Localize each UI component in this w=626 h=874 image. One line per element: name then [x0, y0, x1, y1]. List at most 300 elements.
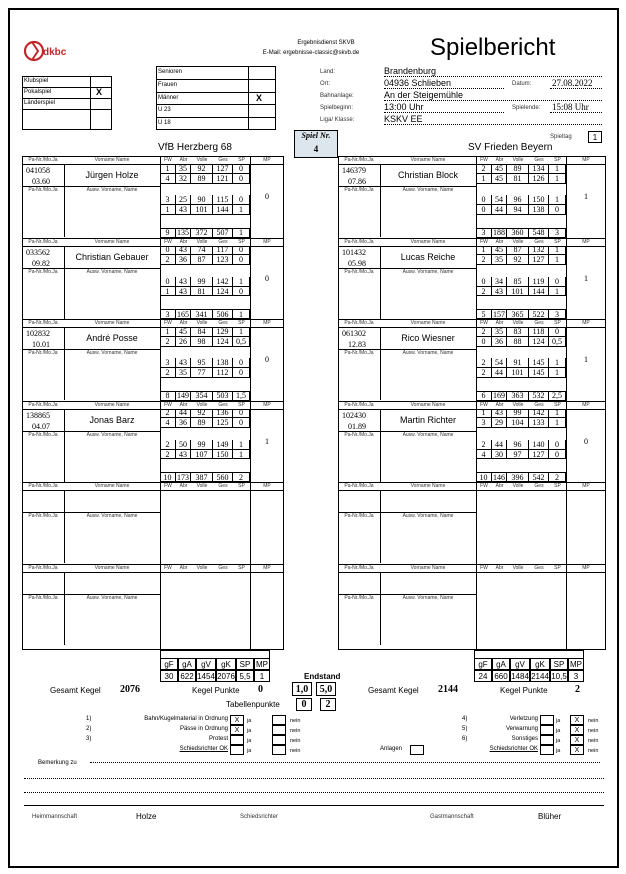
- check-ja-box: X: [230, 725, 244, 735]
- home-lane-value: 92: [191, 164, 213, 174]
- home-sign-label: Heimmannschaft: [32, 814, 78, 820]
- totals-frame: [474, 650, 584, 658]
- away-col-header: SP: [554, 401, 561, 408]
- home-swap-header: Ausw. Vorname, Name: [86, 431, 138, 438]
- away-col-header: SP: [554, 320, 561, 326]
- home-lane-value: 0: [233, 287, 250, 297]
- away-total-value: 360: [507, 228, 529, 238]
- home-col-header: Vorname Name: [94, 157, 130, 163]
- away-col-header: Abr: [495, 320, 504, 326]
- table-points-label: Tabellenpunkte: [226, 700, 280, 709]
- home-totals-header: gA: [178, 658, 196, 670]
- home-player-birth: 03.60: [32, 177, 50, 186]
- nein-label: nein: [290, 718, 301, 724]
- away-lane-value: 127: [529, 255, 549, 265]
- away-lane-value: 0,5: [549, 337, 566, 347]
- check-ja-box: [540, 725, 554, 735]
- home-signature: Holze: [136, 812, 157, 821]
- check-ja-box: [540, 735, 554, 745]
- check-label: Bahn/Kugelmaterial in Ordnung: [144, 716, 228, 722]
- home-lane-value: 90: [191, 195, 213, 205]
- away-lane-value: 85: [507, 277, 529, 287]
- check-ja-box: [540, 745, 554, 755]
- row-divider: [156, 104, 276, 105]
- home-lane-value: 0: [233, 358, 250, 368]
- away-lane-value: 81: [507, 174, 529, 184]
- check-number: 5): [462, 726, 468, 732]
- away-col-header: Pa-Nr./Mo.Ja: [344, 564, 374, 571]
- home-col-header: SP: [238, 483, 245, 489]
- away-col-header: Pa-Nr./Mo.Ja: [344, 157, 374, 163]
- page-title: Spielbericht: [430, 34, 556, 61]
- home-col-header: SP: [238, 238, 245, 245]
- column-divider: [380, 572, 381, 645]
- away-player-pass: 061302: [342, 329, 366, 338]
- ja-label: ja: [247, 728, 252, 734]
- away-lane-value: 36: [492, 337, 507, 347]
- away-totals-header: gA: [492, 658, 510, 670]
- away-lane-value: 29: [492, 418, 507, 428]
- away-col-header: Pa-Nr./Mo.Ja: [344, 320, 374, 326]
- column-divider: [64, 409, 65, 482]
- home-lane-value: 89: [191, 174, 213, 184]
- home-lane-value: 2: [160, 255, 176, 265]
- away-total-value: 396: [507, 472, 529, 482]
- home-col-header: Abr: [179, 564, 188, 571]
- column-divider: [64, 246, 65, 319]
- away-points-label: Kegel Punkte: [500, 686, 548, 695]
- home-lane-value: 124: [213, 287, 233, 297]
- home-lane-value: 1: [233, 205, 250, 215]
- info-value-ende: 15:08 Uhr: [552, 102, 589, 112]
- home-totals-header: gK: [216, 658, 236, 670]
- home-total-value: 506: [213, 309, 233, 319]
- away-player-mp: 1: [584, 355, 588, 364]
- home-total-value: 3: [160, 309, 176, 319]
- away-col-header: Abr: [495, 564, 504, 571]
- away-lane-value: 1: [549, 418, 566, 428]
- away-total-value: 188: [493, 228, 505, 237]
- home-lane-value: 2: [160, 368, 176, 378]
- away-lane-value: 83: [507, 327, 529, 337]
- home-team-name: VfB Herzberg 68: [158, 142, 232, 153]
- away-col-header: Vorname Name: [410, 483, 446, 489]
- home-total-value: 2: [233, 472, 250, 482]
- home-lane-value: 43: [176, 246, 191, 256]
- home-col-header: MP: [263, 320, 271, 326]
- away-col-header: MP: [582, 483, 590, 489]
- remarks-line: [24, 778, 604, 779]
- away-lane-value: 138: [529, 205, 549, 215]
- column-divider: [380, 327, 381, 400]
- spieltag-value: 1: [588, 131, 602, 143]
- home-lane-value: 1: [160, 287, 176, 297]
- column-divider: [160, 564, 161, 651]
- row-divider: [338, 512, 476, 513]
- away-lane-value: 1: [549, 358, 566, 368]
- home-total-value: 135: [177, 228, 189, 237]
- away-signature: Blüher: [538, 812, 562, 821]
- away-totals-value: 2144: [531, 671, 549, 681]
- away-col-header: Volle: [512, 320, 524, 326]
- away-col-header: Vorname Name: [410, 238, 446, 245]
- away-lane-value: 97: [507, 450, 529, 460]
- home-lane-value: 43: [176, 450, 191, 460]
- away-lane-value: 124: [529, 337, 549, 347]
- column-divider: [160, 482, 161, 564]
- away-totals-header: gF: [474, 658, 492, 670]
- category-label: U 18: [158, 120, 171, 127]
- home-lane-value: 95: [191, 358, 213, 368]
- info-underline: [550, 112, 602, 113]
- away-lane-value: 45: [492, 174, 507, 184]
- away-lane-value: 87: [507, 246, 529, 256]
- row-divider: [22, 512, 160, 513]
- home-lane-value: 1: [233, 450, 250, 460]
- nein-label: nein: [290, 738, 301, 744]
- home-lane-value: 0,5: [233, 337, 250, 347]
- home-total-value: 1: [233, 228, 250, 238]
- away-lane-value: 1: [549, 195, 566, 205]
- check-number: 6): [462, 736, 468, 742]
- away-lane-value: 1: [476, 246, 492, 256]
- away-lane-value: 133: [529, 418, 549, 428]
- away-lane-value: 88: [507, 337, 529, 347]
- home-col-header: Abr: [179, 238, 188, 245]
- home-lane-value: 4: [160, 418, 176, 428]
- check-nein-box: [272, 745, 286, 755]
- home-lane-value: 117: [213, 246, 233, 256]
- info-label: Liga/ Klasse:: [320, 117, 355, 123]
- away-team-name: SV Frieden Beyern: [468, 142, 553, 153]
- home-lane-value: 136: [213, 409, 233, 419]
- category-label: Frauen: [158, 81, 178, 88]
- row-divider: [22, 572, 284, 573]
- away-lane-value: 127: [529, 450, 549, 460]
- home-lane-value: 0: [233, 164, 250, 174]
- away-total-label: Gesamt Kegel: [368, 686, 419, 695]
- home-lane-value: 4: [160, 174, 176, 184]
- column-divider: [380, 409, 381, 482]
- totals-frame: [160, 650, 270, 658]
- away-lane-value: 145: [529, 368, 549, 378]
- away-lane-value: 140: [529, 440, 549, 450]
- home-player-birth: 09.82: [32, 258, 50, 268]
- away-col-header: Volle: [512, 564, 524, 571]
- info-value-liga: KSKV EE: [384, 114, 423, 124]
- home-total-value: 503: [213, 391, 233, 401]
- away-lane-value: 0: [476, 195, 492, 205]
- away-col-header: Ges: [534, 238, 544, 245]
- home-lane-value: 50: [176, 440, 191, 450]
- home-col-header: Pa-Nr./Mo.Ja: [28, 268, 58, 275]
- home-lane-value: 2: [160, 337, 176, 347]
- away-swap-header: Ausw. Vorname, Name: [402, 513, 454, 519]
- away-lane-value: 45: [492, 164, 507, 174]
- home-lane-value: 81: [191, 287, 213, 297]
- away-col-header: MP: [582, 238, 590, 245]
- column-divider: [476, 482, 477, 564]
- home-lane-value: 1: [160, 205, 176, 215]
- away-col-header: FW: [480, 483, 488, 489]
- home-player-pass: 033562: [26, 247, 50, 257]
- away-swap-header: Ausw. Vorname, Name: [402, 594, 454, 601]
- check-number: 3): [86, 736, 92, 742]
- away-col-header: Pa-Nr./Mo.Ja: [344, 401, 374, 408]
- score-sheet: [8, 8, 619, 868]
- away-lane-value: 119: [529, 277, 549, 287]
- away-lane-value: 54: [492, 195, 507, 205]
- home-col-header: Volle: [196, 320, 208, 326]
- logo-text: dkbc: [43, 47, 67, 58]
- home-col-header: FW: [164, 401, 172, 408]
- game-type-label: Pokalspiel: [24, 89, 52, 95]
- away-lane-value: 3: [476, 418, 492, 428]
- home-player-mp: 0: [265, 273, 269, 283]
- home-col-header: MP: [263, 564, 271, 571]
- away-player-pass: 102430: [342, 410, 366, 420]
- away-col-header: Abr: [495, 483, 504, 489]
- home-lane-value: 0: [160, 246, 176, 256]
- away-player-mp: 0: [584, 436, 588, 446]
- away-col-header: MP: [582, 320, 590, 326]
- column-divider: [250, 482, 251, 564]
- dkbc-logo: [24, 38, 67, 64]
- home-lane-value: 127: [213, 164, 233, 174]
- away-col-header: FW: [480, 320, 488, 326]
- home-total-value: 387: [191, 472, 213, 482]
- away-lane-value: 99: [507, 409, 529, 419]
- row-divider: [22, 268, 160, 269]
- row-divider: [338, 349, 476, 350]
- away-col-header: Abr: [495, 238, 504, 245]
- category-label: U 23: [158, 107, 171, 114]
- away-lane-value: 43: [492, 409, 507, 419]
- home-col-header: FW: [164, 320, 172, 326]
- table-points-home: 0: [296, 698, 312, 711]
- away-totals-header: gK: [530, 658, 550, 670]
- check-label: Verwarnung: [505, 726, 538, 732]
- info-underline: [384, 112, 504, 113]
- home-player-name: Jürgen Holze: [85, 170, 139, 180]
- home-total-pins: 2076: [120, 684, 140, 695]
- away-col-header: Pa-Nr./Mo.Ja: [344, 594, 374, 601]
- home-col-header: Pa-Nr./Mo.Ja: [28, 157, 58, 163]
- away-col-header: FW: [480, 157, 488, 163]
- home-player-birth: 04.07: [32, 421, 50, 431]
- home-lane-value: 0: [233, 409, 250, 419]
- away-total-value: 157: [493, 309, 505, 319]
- home-totals-value: 1: [254, 670, 270, 682]
- home-total-value: 507: [213, 228, 233, 238]
- column-divider: [90, 76, 91, 130]
- home-lane-value: 84: [191, 327, 213, 337]
- away-col-header: Volle: [512, 401, 524, 408]
- home-swap-header: Ausw. Vorname, Name: [86, 350, 138, 356]
- column-divider: [566, 564, 567, 651]
- home-col-header: Volle: [196, 238, 208, 245]
- away-col-header: Vorname Name: [410, 564, 446, 571]
- info-value-land: Brandenburg: [384, 66, 437, 76]
- home-col-header: Pa-Nr./Mo.Ja: [28, 350, 58, 356]
- check-ja-box: [540, 715, 554, 725]
- away-total-pins: 2144: [438, 684, 458, 695]
- away-col-header: Pa-Nr./Mo.Ja: [344, 350, 374, 356]
- away-lane-value: 44: [492, 368, 507, 378]
- away-col-header: SP: [554, 157, 561, 163]
- check-ja-box: [230, 745, 244, 755]
- home-swap-header: Ausw. Vorname, Name: [86, 187, 138, 193]
- away-lane-value: 1: [549, 255, 566, 265]
- away-swap-header: Ausw. Vorname, Name: [402, 268, 454, 275]
- away-totals-value: 1484: [511, 671, 529, 681]
- info-underline: [550, 88, 602, 89]
- away-lane-value: 0: [476, 277, 492, 287]
- home-col-header: Ges: [218, 320, 228, 326]
- home-lane-value: 26: [176, 337, 191, 347]
- home-totals-header: SP: [236, 658, 254, 670]
- home-swap-header: Ausw. Vorname, Name: [86, 594, 138, 601]
- away-points: 2: [575, 684, 580, 695]
- info-label: Spielende:: [512, 105, 541, 111]
- away-lane-value: 0: [549, 277, 566, 287]
- away-col-header: FW: [480, 238, 488, 245]
- away-lane-value: 89: [507, 164, 529, 174]
- home-lane-value: 115: [213, 195, 233, 205]
- home-col-header: Volle: [196, 483, 208, 489]
- category-label: Senioren: [158, 69, 183, 75]
- home-swap-header: Ausw. Vorname, Name: [86, 268, 138, 275]
- away-col-header: Vorname Name: [410, 401, 446, 408]
- home-col-header: Pa-Nr./Mo.Ja: [28, 564, 58, 571]
- home-lane-value: 43: [176, 277, 191, 287]
- home-col-header: Pa-Nr./Mo.Ja: [28, 483, 58, 489]
- away-player-birth: 12.83: [348, 340, 366, 349]
- home-col-header: Abr: [179, 157, 188, 163]
- check-number: 2): [86, 726, 92, 732]
- home-lane-value: 43: [176, 205, 191, 215]
- home-col-header: FW: [164, 483, 172, 489]
- home-col-header: Vorname Name: [94, 320, 130, 326]
- away-lane-value: 101: [507, 368, 529, 378]
- column-divider: [476, 564, 477, 651]
- home-col-header: MP: [263, 483, 271, 489]
- away-lane-value: 0: [549, 205, 566, 215]
- away-total-value: 3: [549, 309, 566, 319]
- home-lane-value: 0: [233, 195, 250, 205]
- home-total-value: 149: [177, 391, 189, 400]
- away-totals-value: 10,5: [551, 671, 567, 681]
- check-number: 4): [462, 716, 468, 722]
- home-lane-value: 36: [176, 418, 191, 428]
- away-player-birth: 05.98: [348, 258, 366, 268]
- away-totals-value: 3: [568, 670, 584, 682]
- game-type-mark: X: [96, 87, 103, 97]
- home-lane-value: 125: [213, 418, 233, 428]
- home-totals-header: gF: [160, 658, 178, 670]
- away-col-header: Vorname Name: [410, 157, 446, 163]
- home-lane-value: 2: [160, 409, 176, 419]
- home-player-name: Jonas Barz: [89, 414, 135, 425]
- home-totals-header: gV: [196, 658, 216, 670]
- away-col-header: SP: [554, 238, 561, 245]
- away-col-header: Abr: [495, 157, 504, 163]
- spieltag-label: Spieltag: [550, 134, 572, 140]
- column-divider: [64, 164, 65, 237]
- away-totals-value: 660: [492, 670, 510, 682]
- away-lane-value: 1: [549, 246, 566, 256]
- home-lane-value: 1: [233, 277, 250, 287]
- check-ja-box: [230, 735, 244, 745]
- home-col-header: Pa-Nr./Mo.Ja: [28, 401, 58, 408]
- info-underline: [384, 124, 602, 125]
- away-col-header: SP: [554, 483, 561, 489]
- home-lane-value: 32: [176, 174, 191, 184]
- info-underline: [384, 88, 504, 89]
- check-label: Verletzung: [509, 716, 538, 722]
- game-type-label: Länderspiel: [24, 100, 56, 106]
- home-lane-value: 107: [191, 450, 213, 460]
- home-lane-value: 45: [176, 327, 191, 337]
- away-total-value: 3: [549, 228, 566, 238]
- column-divider: [64, 490, 65, 563]
- home-col-header: Pa-Nr./Mo.Ja: [28, 320, 58, 326]
- away-lane-value: 0: [549, 327, 566, 337]
- home-lane-value: 123: [213, 255, 233, 265]
- home-lane-value: 144: [213, 205, 233, 215]
- game-type-label: Klubspiel: [24, 78, 49, 84]
- home-col-header: Ges: [218, 564, 228, 571]
- away-total-value: 542: [529, 472, 549, 482]
- home-total-value: 341: [191, 309, 213, 319]
- home-totals-value: 1454: [197, 671, 215, 681]
- game-number-label: Spiel Nr.: [301, 131, 331, 140]
- ja-label: ja: [247, 718, 252, 724]
- away-lane-value: 91: [507, 358, 529, 368]
- home-total-label: Gesamt Kegel: [50, 686, 101, 695]
- home-swap-header: Ausw. Vorname, Name: [86, 513, 138, 519]
- row-divider: [338, 594, 476, 595]
- info-underline: [384, 100, 602, 101]
- home-col-header: Vorname Name: [94, 483, 130, 489]
- home-total-value: 372: [191, 228, 213, 238]
- home-col-header: Vorname Name: [94, 564, 130, 571]
- away-col-header: Vorname Name: [410, 320, 446, 326]
- away-col-header: Pa-Nr./Mo.Ja: [344, 431, 374, 438]
- divider: [24, 805, 604, 806]
- row-divider: [22, 349, 160, 350]
- check-nein-box: [272, 725, 286, 735]
- final-away: 5,0: [316, 682, 336, 696]
- away-total-value: 146: [493, 472, 505, 482]
- row-divider: [338, 186, 476, 187]
- home-lane-value: 99: [191, 277, 213, 287]
- table-points-away: 2: [320, 698, 336, 711]
- away-total-value: 169: [493, 391, 505, 400]
- home-col-header: SP: [238, 564, 245, 571]
- away-totals-value: 24: [474, 670, 492, 682]
- ja-label: ja: [247, 748, 252, 754]
- remarks-label: Bemerkung zu: [38, 760, 77, 766]
- away-col-header: Abr: [495, 401, 504, 408]
- home-col-header: MP: [263, 401, 271, 408]
- attachments-box: [410, 745, 424, 755]
- away-player-pass: 101432: [342, 247, 366, 257]
- away-col-header: Ges: [534, 320, 544, 326]
- home-col-header: Volle: [196, 157, 208, 163]
- column-divider: [64, 572, 65, 645]
- away-col-header: Pa-Nr./Mo.Ja: [344, 238, 374, 245]
